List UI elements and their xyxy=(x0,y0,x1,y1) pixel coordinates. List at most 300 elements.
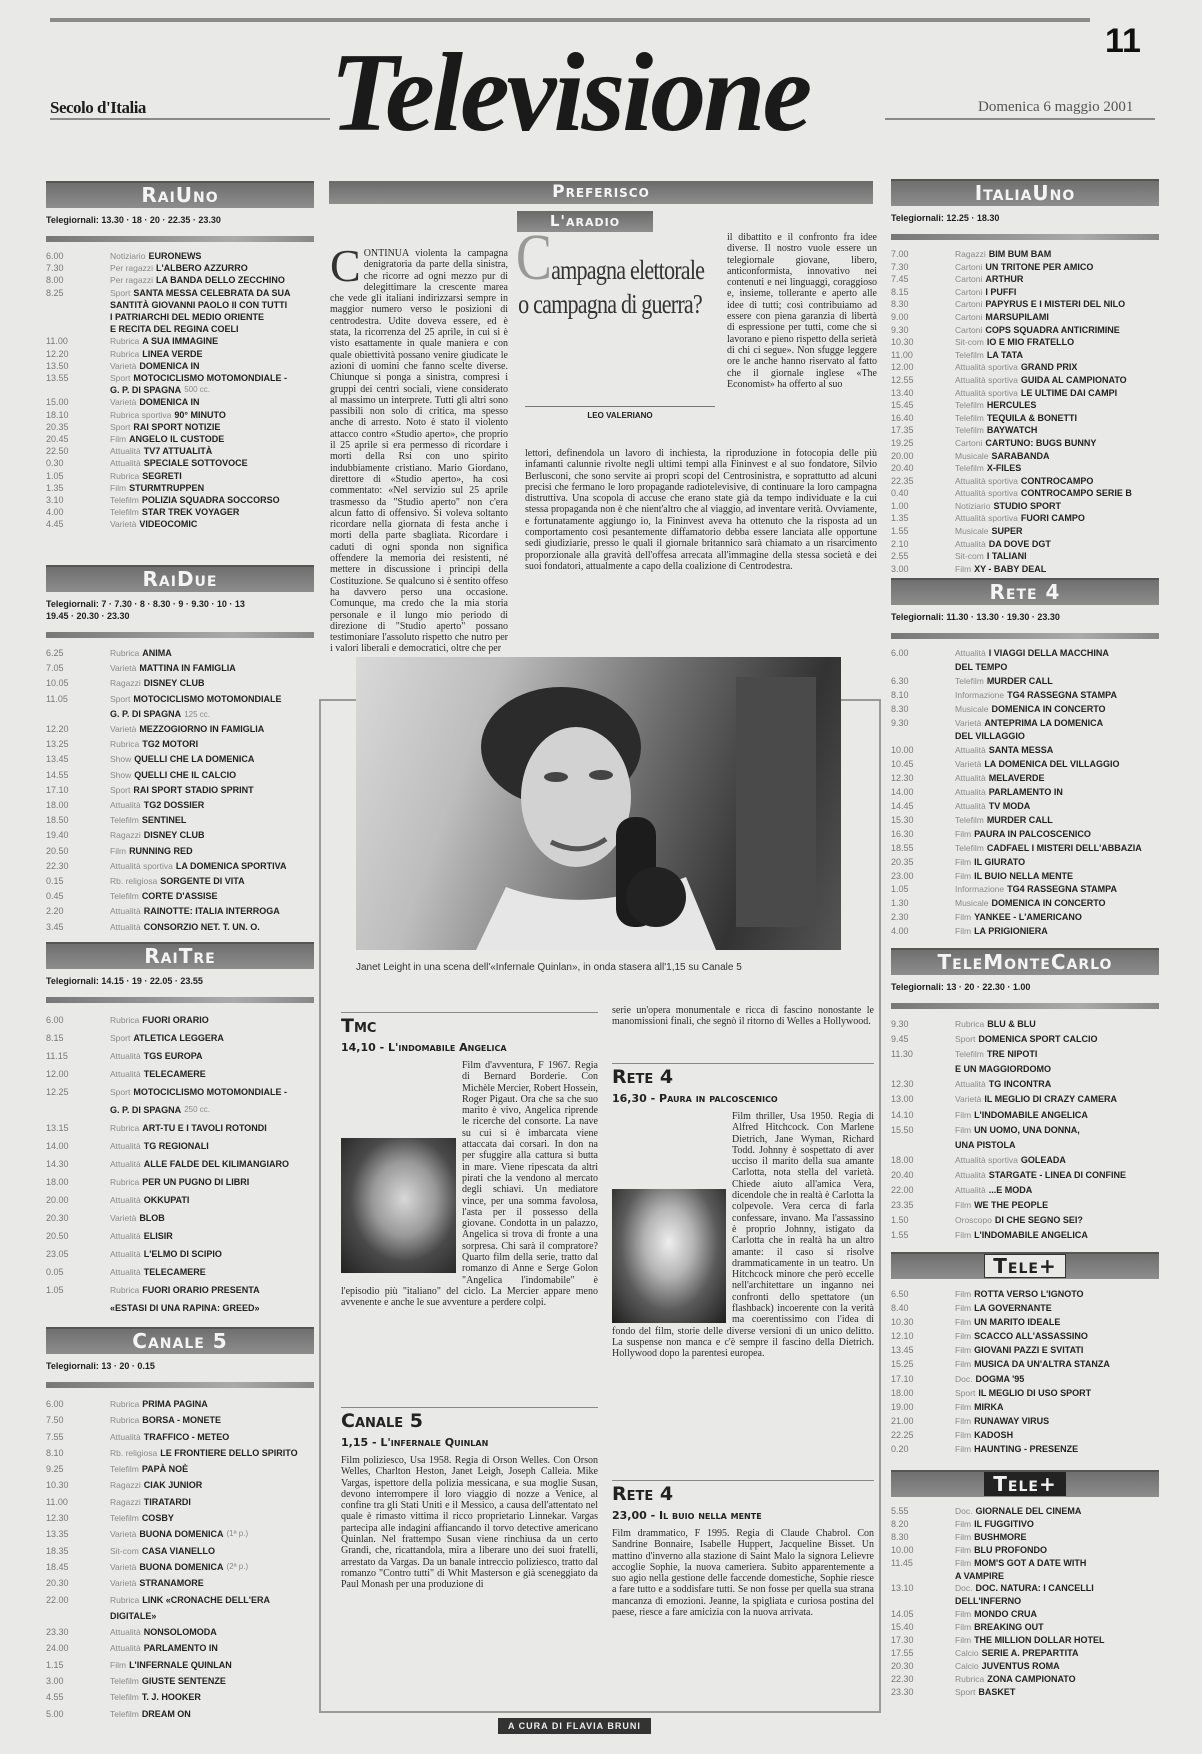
program-time: 20.50 xyxy=(46,1231,69,1241)
program-time: 21.00 xyxy=(891,1415,914,1426)
program-time xyxy=(46,299,110,311)
program-genre: Film xyxy=(955,1303,972,1314)
program-title: MIRKA xyxy=(974,1401,1004,1412)
program-row xyxy=(46,1559,314,1575)
program-title: TV7 ATTUALITÀ xyxy=(143,446,213,457)
program-time: 0.15 xyxy=(46,876,64,887)
program-row xyxy=(46,1263,314,1281)
page-number: 11 xyxy=(1105,22,1141,60)
program-list xyxy=(46,1396,314,1722)
program-row xyxy=(46,1608,314,1624)
program-row xyxy=(46,1119,314,1137)
program-time: 17.10 xyxy=(46,784,69,795)
program-time: 7.30 xyxy=(46,263,64,274)
story-title: 16,30 - Paura in palcoscenico xyxy=(612,1092,778,1105)
program-title: SANTA MESSA xyxy=(988,745,1054,756)
program-row xyxy=(891,675,1159,689)
news-times: Telegiornali: 7 · 7.30 · 8 · 8.30 · 9 · 9.30 · 10 · 13 19.45 · 20.30 · 23.30 xyxy=(46,599,245,621)
program-title: FUORI CAMPO xyxy=(1020,513,1085,524)
program-row xyxy=(46,457,314,469)
program-title: RUNNING RED xyxy=(129,845,193,856)
program-title: GIORNALE DEL CINEMA xyxy=(975,1506,1082,1516)
program-title: WE THE PEOPLE xyxy=(974,1200,1049,1211)
program-time: 0.30 xyxy=(46,458,64,469)
program-time: 13.35 xyxy=(46,1529,69,1540)
program-row xyxy=(891,1570,1159,1583)
program-genre: Attualità xyxy=(110,1141,141,1151)
channel-tele- xyxy=(891,1252,1159,1456)
program-title: TELECAMERE xyxy=(143,1069,206,1079)
program-list xyxy=(891,1017,1159,1243)
program-time xyxy=(46,311,110,323)
program-title: E RECITA DEL REGINA COELI xyxy=(110,324,239,335)
program-title: STRANAMORE xyxy=(139,1578,204,1589)
program-row xyxy=(46,1477,314,1493)
program-time: 18.10 xyxy=(46,409,69,420)
program-title: BUONA DOMENICA xyxy=(139,1529,224,1540)
program-genre: Film xyxy=(110,434,127,445)
program-title: LA GOVERNANTE xyxy=(974,1303,1052,1314)
program-genre: Rubrica xyxy=(110,1285,140,1295)
program-title: BUONA DOMENICA xyxy=(139,1561,224,1572)
program-time: 8.00 xyxy=(46,275,64,286)
program-title: ALLE FALDE DEL KILIMANGIARO xyxy=(143,1159,290,1169)
program-time: 18.35 xyxy=(46,1545,69,1556)
program-genre: Film xyxy=(955,1544,972,1555)
program-genre: Doc. xyxy=(955,1373,973,1384)
channel-canale-5 xyxy=(46,1327,314,1722)
program-time: 3.00 xyxy=(46,1676,64,1687)
program-genre: Attualità xyxy=(955,745,986,756)
program-genre: Ragazzi xyxy=(110,1496,141,1507)
program-row xyxy=(891,772,1159,786)
program-genre: Varietà xyxy=(110,360,137,371)
program-title: TV MODA xyxy=(988,800,1031,811)
program-title: CADFAEL I MISTERI DELL'ABBAZIA xyxy=(986,842,1142,853)
program-time: 12.00 xyxy=(46,1069,69,1079)
program-time: 14.45 xyxy=(891,800,914,811)
program-time: 20.50 xyxy=(46,845,69,856)
program-row xyxy=(46,1281,314,1299)
program-genre: Musicale xyxy=(955,898,989,909)
issue-date: Domenica 6 maggio 2001 xyxy=(978,99,1134,115)
program-genre: Film xyxy=(955,870,972,881)
program-time: 20.45 xyxy=(46,434,69,445)
program-title: PAURA IN PALCOSCENICO xyxy=(974,828,1091,839)
divider-bar xyxy=(891,633,1159,639)
program-row xyxy=(46,1173,314,1191)
program-row xyxy=(891,399,1159,412)
program-genre: Film xyxy=(955,1124,972,1135)
news-times: Telegiornali: 12.25 · 18.30 xyxy=(891,213,1000,223)
program-time: 14.00 xyxy=(46,1141,69,1151)
program-genre: Show xyxy=(110,769,132,780)
program-time: 20.30 xyxy=(46,1578,69,1589)
program-time: 15.00 xyxy=(46,397,69,408)
program-row xyxy=(891,1123,1159,1138)
program-title: MOTOCICLISMO MOTOMONDIALE - xyxy=(133,373,287,384)
program-title: ATLETICA LEGGERA xyxy=(133,1033,224,1043)
program-genre: Sport xyxy=(110,784,131,795)
program-genre: Doc. xyxy=(955,1506,973,1516)
program-time: 14.55 xyxy=(46,769,69,780)
program-title: XY - BABY DEAL xyxy=(974,563,1047,574)
program-genre: Film xyxy=(955,1200,972,1211)
photo-illustration xyxy=(356,657,841,950)
program-time: 1.05 xyxy=(891,884,909,895)
program-genre: Attualità sportiva xyxy=(955,475,1018,486)
program-title: HERCULES xyxy=(986,400,1037,411)
program-title: I VIAGGI DELLA MACCHINA xyxy=(988,648,1109,658)
program-title: T. J. HOOKER xyxy=(141,1692,201,1703)
program-genre: Attualità sportiva xyxy=(955,374,1018,385)
program-time: 9.30 xyxy=(891,1019,909,1029)
program-title: CARTUNO: BUGS BUNNY xyxy=(985,437,1097,448)
program-time: 14.05 xyxy=(891,1609,914,1620)
program-genre: Telefilm xyxy=(110,1513,139,1524)
program-row xyxy=(46,1592,314,1608)
program-row xyxy=(891,1287,1159,1301)
channel-italiauno xyxy=(891,179,1159,575)
program-genre: Rubrica xyxy=(110,1015,140,1025)
story-channel: Rete 4 xyxy=(612,1480,874,1505)
program-time: 1.15 xyxy=(46,1659,64,1670)
program-row xyxy=(46,1083,314,1101)
program-genre: Sport xyxy=(955,1387,976,1398)
program-row xyxy=(891,1621,1159,1634)
program-title: UN UOMO, UNA DONNA, xyxy=(974,1124,1080,1135)
program-genre: Cartoni xyxy=(955,299,983,310)
program-genre: Sit-com xyxy=(955,551,984,562)
program-title: PRIMA PAGINA xyxy=(142,1399,208,1409)
program-row xyxy=(46,1396,314,1412)
program-genre: Film xyxy=(955,856,972,867)
program-row xyxy=(891,1673,1159,1686)
program-title: SPECIALE SOTTOVOCE xyxy=(143,458,248,469)
program-title: IL MEGLIO DI USO SPORT xyxy=(978,1387,1092,1398)
program-row xyxy=(46,1429,314,1445)
program-genre: Attualità xyxy=(955,648,986,658)
program-row xyxy=(891,563,1159,576)
program-time: 1.50 xyxy=(891,1215,909,1226)
story-text xyxy=(612,1111,874,1401)
program-title: L'INDOMABILE ANGELICA xyxy=(974,1109,1088,1120)
program-title: ANGELO IL CUSTODE xyxy=(129,434,225,445)
program-title: ANIMA xyxy=(142,648,172,658)
channel-name: Tele+ xyxy=(984,1472,1065,1496)
program-genre: Film xyxy=(110,845,127,856)
program-row xyxy=(891,1428,1159,1442)
program-genre: Rb. religiosa xyxy=(110,876,158,887)
divider-bar xyxy=(891,1003,1159,1009)
program-title: LE FRONTIERE DELLO SPIRITO xyxy=(160,1447,298,1458)
story-body: Film d'avventura, F 1967. Regia di Bernard Borderie. Con Michèle Mercier, Robert Hossein, Roger Pigaut. Ora che sa che suo marito è vivo, Angelica riprende le ricerche del consorte. La nave su cui si è imbarcata viene attaccata dai corsari. In don na per sfuggire alla cattura si butta in mare. Viene ripescata da altri pirati che la vendono al mercato degli schiavi. Un mediatore vince, per una somma favolosa, l'asta per il possesso della giovane. Condotta in un palazzo, Angelica si trova di fronte a una sorpresa. Chi sarà il compratore? Quarto film della serie, tratto dal romanzo di Anne e Serge Golon "Angelica l'indomabile" è l'episodio più "italiano" del ciclo. La Mercier appare meno avvenente e anche le sue avventure a perdere colpi. xyxy=(341,1060,598,1309)
program-time: 14.10 xyxy=(891,1109,914,1120)
program-time: 13.40 xyxy=(891,387,914,398)
program-genre: Film xyxy=(955,926,972,937)
program-genre: Attualità xyxy=(110,1051,141,1061)
channel-rete-4 xyxy=(891,578,1159,939)
program-genre: Film xyxy=(955,1345,972,1356)
program-title: OKKUPATI xyxy=(143,1195,190,1205)
program-time: 11.00 xyxy=(46,336,68,347)
program-genre: Varietà xyxy=(955,1094,982,1105)
program-row xyxy=(891,730,1159,744)
program-genre: Sit-com xyxy=(955,337,984,348)
program-row xyxy=(46,1706,314,1722)
program-time xyxy=(891,730,955,744)
program-row xyxy=(46,844,314,859)
program-time: 10.30 xyxy=(891,337,914,348)
program-genre: Telefilm xyxy=(955,842,984,853)
program-time: 19.25 xyxy=(891,437,914,448)
program-title: DI CHE SEGNO SEI? xyxy=(994,1215,1083,1226)
program-genre: Sport xyxy=(110,693,131,704)
program-title: LA PRIGIONIERA xyxy=(974,926,1048,937)
program-genre: Attualità xyxy=(110,906,141,917)
program-genre: Attualità xyxy=(110,1643,141,1654)
program-time xyxy=(46,384,110,396)
program-time: 11.15 xyxy=(46,1051,68,1061)
program-row xyxy=(891,1634,1159,1647)
program-row xyxy=(46,287,314,299)
program-time: 6.00 xyxy=(46,251,64,261)
program-time: 1.05 xyxy=(46,1285,64,1295)
program-row xyxy=(891,1660,1159,1673)
program-row xyxy=(891,1092,1159,1107)
program-row xyxy=(46,1657,314,1673)
column-name: L'aradio xyxy=(517,211,653,232)
program-time: 10.00 xyxy=(891,1544,914,1555)
program-title: ...E MODA xyxy=(988,1185,1033,1196)
program-genre: Film xyxy=(110,1659,127,1670)
program-title: PER UN PUGNO DI LIBRI xyxy=(142,1177,250,1187)
program-title: GIOVANI PAZZI E SVITATI xyxy=(974,1345,1084,1356)
program-row xyxy=(46,1673,314,1689)
program-row xyxy=(891,689,1159,703)
program-title: TRE NIPOTI xyxy=(986,1049,1038,1060)
program-genre: Film xyxy=(955,1317,972,1328)
divider-bar xyxy=(891,234,1159,240)
program-title: TG REGIONALI xyxy=(143,1141,209,1151)
program-genre: Film xyxy=(955,1109,972,1120)
program-genre: Sport xyxy=(110,287,131,298)
program-time: 8.15 xyxy=(46,1033,64,1043)
program-row xyxy=(46,707,314,722)
program-title: MOTOCICLISMO MOTOMONDIALE - xyxy=(133,1087,287,1097)
program-title: MOM'S GOT A DATE WITH xyxy=(974,1557,1087,1568)
program-row xyxy=(891,248,1159,261)
headline-dropcap: C xyxy=(515,221,552,294)
program-title: DOMENICA IN xyxy=(139,360,200,371)
channel-name: Canale 5 xyxy=(132,1329,228,1353)
program-time: 22.50 xyxy=(46,446,69,457)
program-row xyxy=(891,1686,1159,1699)
program-genre: Attualità xyxy=(110,1159,141,1169)
program-row xyxy=(891,298,1159,311)
program-row xyxy=(46,692,314,707)
program-genre: Rubrica xyxy=(955,1673,985,1684)
program-time: 24.00 xyxy=(46,1643,69,1654)
program-time: 0.20 xyxy=(891,1444,909,1455)
program-row xyxy=(46,1624,314,1640)
program-time: 11.00 xyxy=(891,349,913,360)
program-row xyxy=(891,1032,1159,1047)
program-row xyxy=(46,1494,314,1510)
program-time: 17.30 xyxy=(891,1635,914,1646)
program-genre: Cartoni xyxy=(955,311,983,322)
program-time: 10.30 xyxy=(46,1480,69,1491)
divider-bar xyxy=(46,236,314,242)
program-time: 13.50 xyxy=(46,360,69,371)
program-genre: Telefilm xyxy=(955,463,984,474)
program-genre: Attualità xyxy=(110,1249,141,1259)
program-title: STARGATE - LINEA DI CONFINE xyxy=(988,1169,1127,1180)
program-title: DOGMA '95 xyxy=(975,1373,1025,1384)
program-row xyxy=(891,1213,1159,1228)
program-genre: Rubrica xyxy=(110,470,140,481)
program-row xyxy=(891,462,1159,475)
program-genre: Attualità sportiva xyxy=(955,387,1018,398)
program-row xyxy=(891,1386,1159,1400)
program-time: 14.30 xyxy=(46,1159,69,1169)
program-genre: Telefilm xyxy=(110,891,139,902)
program-row xyxy=(891,1343,1159,1357)
program-row xyxy=(46,1245,314,1263)
program-genre: Attualità xyxy=(955,773,986,784)
program-row xyxy=(46,1575,314,1591)
program-genre: Attualità xyxy=(110,921,141,932)
program-row xyxy=(46,752,314,767)
program-genre: Rubrica xyxy=(110,1123,140,1133)
program-title: DEL VILLAGGIO xyxy=(955,731,1025,742)
article-byline: LEO VALERIANO xyxy=(525,406,715,420)
program-time xyxy=(891,1138,955,1153)
article-text-1: ONTINUA violenta la campagna denigratoria da parte della sinistra, che ricorre ad ogni mezzo pur di delegittimare la crescente marea che vede gli italiani indirizzarsi sempre in maggior numero verso le posizioni di centrodestra. Udite doveva essere, ed è stata, la ricorrenza del 25 aprile, in cui si è visto esattamente in quale maniera e con quale obiettività possano venire giudicate le azioni di uomini che fanno scelte diverse. Chiunque si ponga a sinistra, compresi i gruppi dei centri sociali, viene considerato al massimo un interprete. Tutti gli altri sono passibili non solo di critica, ma spesso anche di arresto. Noto è stato il violento attacco contro «Studio aperto», che proprio il 25 aprile si era permesso di ricordare i morti della Rsi con uno spirito indubbiamente cristiano. Mario Giordano, direttore di «Studio aperto», ha così commentato: «Nel servizio sul 25 aprile trasmesso da "Studio aperto" non c'era alcun fatto di offensivo. Si voleva soltanto ricordare nella giornata di festa anche i morti della parte sbagliata. Ricordare i caduti di ogni sponda non significa offendere la memoria dei resistenti, né mettere in discussione i principi della Costituzione. Se qualcuno si è sentito offeso ha davvero perso una occasione. Comunque, ma credo che la mia storia personale e il lungo mio periodo di direzione di "Studio aperto" possano testimoniare l'assoluto rispetto che nutro per i valori liberali e democratici, oltre che per xyxy=(330,248,508,655)
program-title: BLU PROFONDO xyxy=(974,1544,1048,1555)
program-row xyxy=(46,1191,314,1209)
program-title: ZONA CAMPIONATO xyxy=(987,1673,1076,1684)
program-note: (2ª p.) xyxy=(226,1561,249,1571)
program-time: 13.10 xyxy=(891,1583,914,1594)
program-title: DOMENICA IN xyxy=(139,397,200,408)
program-title: ARTHUR xyxy=(985,274,1024,285)
program-time: 18.50 xyxy=(46,815,69,826)
program-genre: Sport xyxy=(110,1033,131,1043)
program-time: 4.00 xyxy=(46,507,64,518)
program-row xyxy=(891,1518,1159,1531)
program-genre: Attualità sportiva xyxy=(955,362,1018,373)
program-row xyxy=(891,647,1159,661)
program-genre: Informazione xyxy=(955,689,1005,700)
program-title: IL MEGLIO DI CRAZY CAMERA xyxy=(984,1094,1117,1105)
program-row xyxy=(891,1608,1159,1621)
program-title: DA DOVE DGT xyxy=(988,538,1051,549)
program-time: 20.00 xyxy=(891,450,914,461)
program-title: TG INCONTRA xyxy=(988,1079,1052,1090)
program-list xyxy=(891,647,1159,939)
program-genre: Telefilm xyxy=(110,1676,139,1687)
program-genre: Film xyxy=(110,482,127,493)
program-row xyxy=(891,1047,1159,1062)
program-title: TG4 RASSEGNA STAMPA xyxy=(1007,884,1117,895)
program-row xyxy=(891,512,1159,525)
program-genre: Film xyxy=(955,1518,972,1529)
program-title: A SUA IMMAGINE xyxy=(142,336,219,347)
program-genre: Attualità xyxy=(955,538,986,549)
program-genre: Cartoni xyxy=(955,437,983,448)
program-title: JUVENTUS ROMA xyxy=(981,1660,1060,1671)
program-row xyxy=(891,800,1159,814)
program-genre: Varietà xyxy=(110,397,137,408)
program-time: 18.00 xyxy=(891,1154,914,1165)
program-row xyxy=(891,842,1159,856)
program-row xyxy=(46,1101,314,1119)
program-title: L'INFERNALE QUINLAN xyxy=(129,1659,232,1670)
program-title: HAUNTING - PRESENZE xyxy=(974,1444,1079,1455)
program-time: 0.40 xyxy=(891,488,909,499)
program-row xyxy=(46,1689,314,1705)
program-genre: Film xyxy=(955,1557,972,1568)
program-genre: Rubrica xyxy=(110,1399,140,1409)
program-row xyxy=(891,324,1159,337)
channel-header xyxy=(46,942,314,969)
program-genre: Cartoni xyxy=(955,286,983,297)
program-genre: Varietà xyxy=(110,1529,137,1540)
program-title: ANTEPRIMA LA DOMENICA xyxy=(984,717,1104,728)
program-time: 10.45 xyxy=(891,759,914,770)
program-time: 20.30 xyxy=(46,1213,69,1223)
program-title: IO E MIO FRATELLO xyxy=(986,337,1075,348)
program-row xyxy=(46,889,314,904)
program-list xyxy=(46,1011,314,1317)
program-genre: Attualità xyxy=(955,1079,986,1090)
program-time: 1.35 xyxy=(891,513,909,524)
program-row xyxy=(46,768,314,783)
program-row xyxy=(891,897,1159,911)
program-genre: Per ragazzi xyxy=(110,275,153,286)
program-row xyxy=(891,1372,1159,1386)
program-genre: Film xyxy=(955,1359,972,1370)
program-time: 23.30 xyxy=(891,1686,914,1697)
channel-name: TeleMonteCarlo xyxy=(937,950,1113,974)
program-time: 12.00 xyxy=(891,362,914,373)
program-genre: Attualità sportiva xyxy=(955,488,1018,499)
program-genre: Film xyxy=(955,1609,972,1620)
program-time: 9.30 xyxy=(891,717,909,728)
program-title: FUORI ORARIO PRESENTA xyxy=(142,1285,260,1295)
program-row xyxy=(891,538,1159,551)
program-genre: Attualità xyxy=(955,800,986,811)
program-row xyxy=(891,1544,1159,1557)
program-genre: Film xyxy=(955,1622,972,1633)
program-row xyxy=(46,722,314,737)
program-title: MURDER CALL xyxy=(986,814,1053,825)
program-title: SCACCO ALL'ASSASSINO xyxy=(974,1331,1088,1342)
program-genre: Sport xyxy=(110,373,131,384)
program-time: 17.55 xyxy=(891,1647,914,1658)
program-row xyxy=(891,349,1159,362)
story-body: Film drammatico, F 1995. Regia di Claude Chabrol. Con Sandrine Bonnaire, Isabelle Huppert, Jacqueline Bisset. Un mattino d'inverno alla stazione di Saint Malo la signora Lelievre accoglie Sophie, la nuova cameriera. Subito apparentemente a suo agio nella gestione delle faccende domestiche, Sophie riesce a fare tutto e a soddisfare tutti. Se non fosse per quella sua strana mancanza di emozioni. Jeanne, la spigliata e curiosa postina del paese, riesce a fare amicizia con la nuova arrivata. xyxy=(612,1528,874,1619)
program-genre: Per ragazzi xyxy=(110,263,153,274)
program-note: (1ª p.) xyxy=(226,1529,249,1539)
program-genre: Rubrica xyxy=(110,1415,140,1426)
program-time: 13.15 xyxy=(46,1123,69,1133)
program-row xyxy=(891,1062,1159,1077)
program-genre: Rubrica xyxy=(110,1177,140,1187)
program-title: TEQUILA & BONETTI xyxy=(986,412,1077,423)
program-genre: Varietà xyxy=(110,663,137,674)
